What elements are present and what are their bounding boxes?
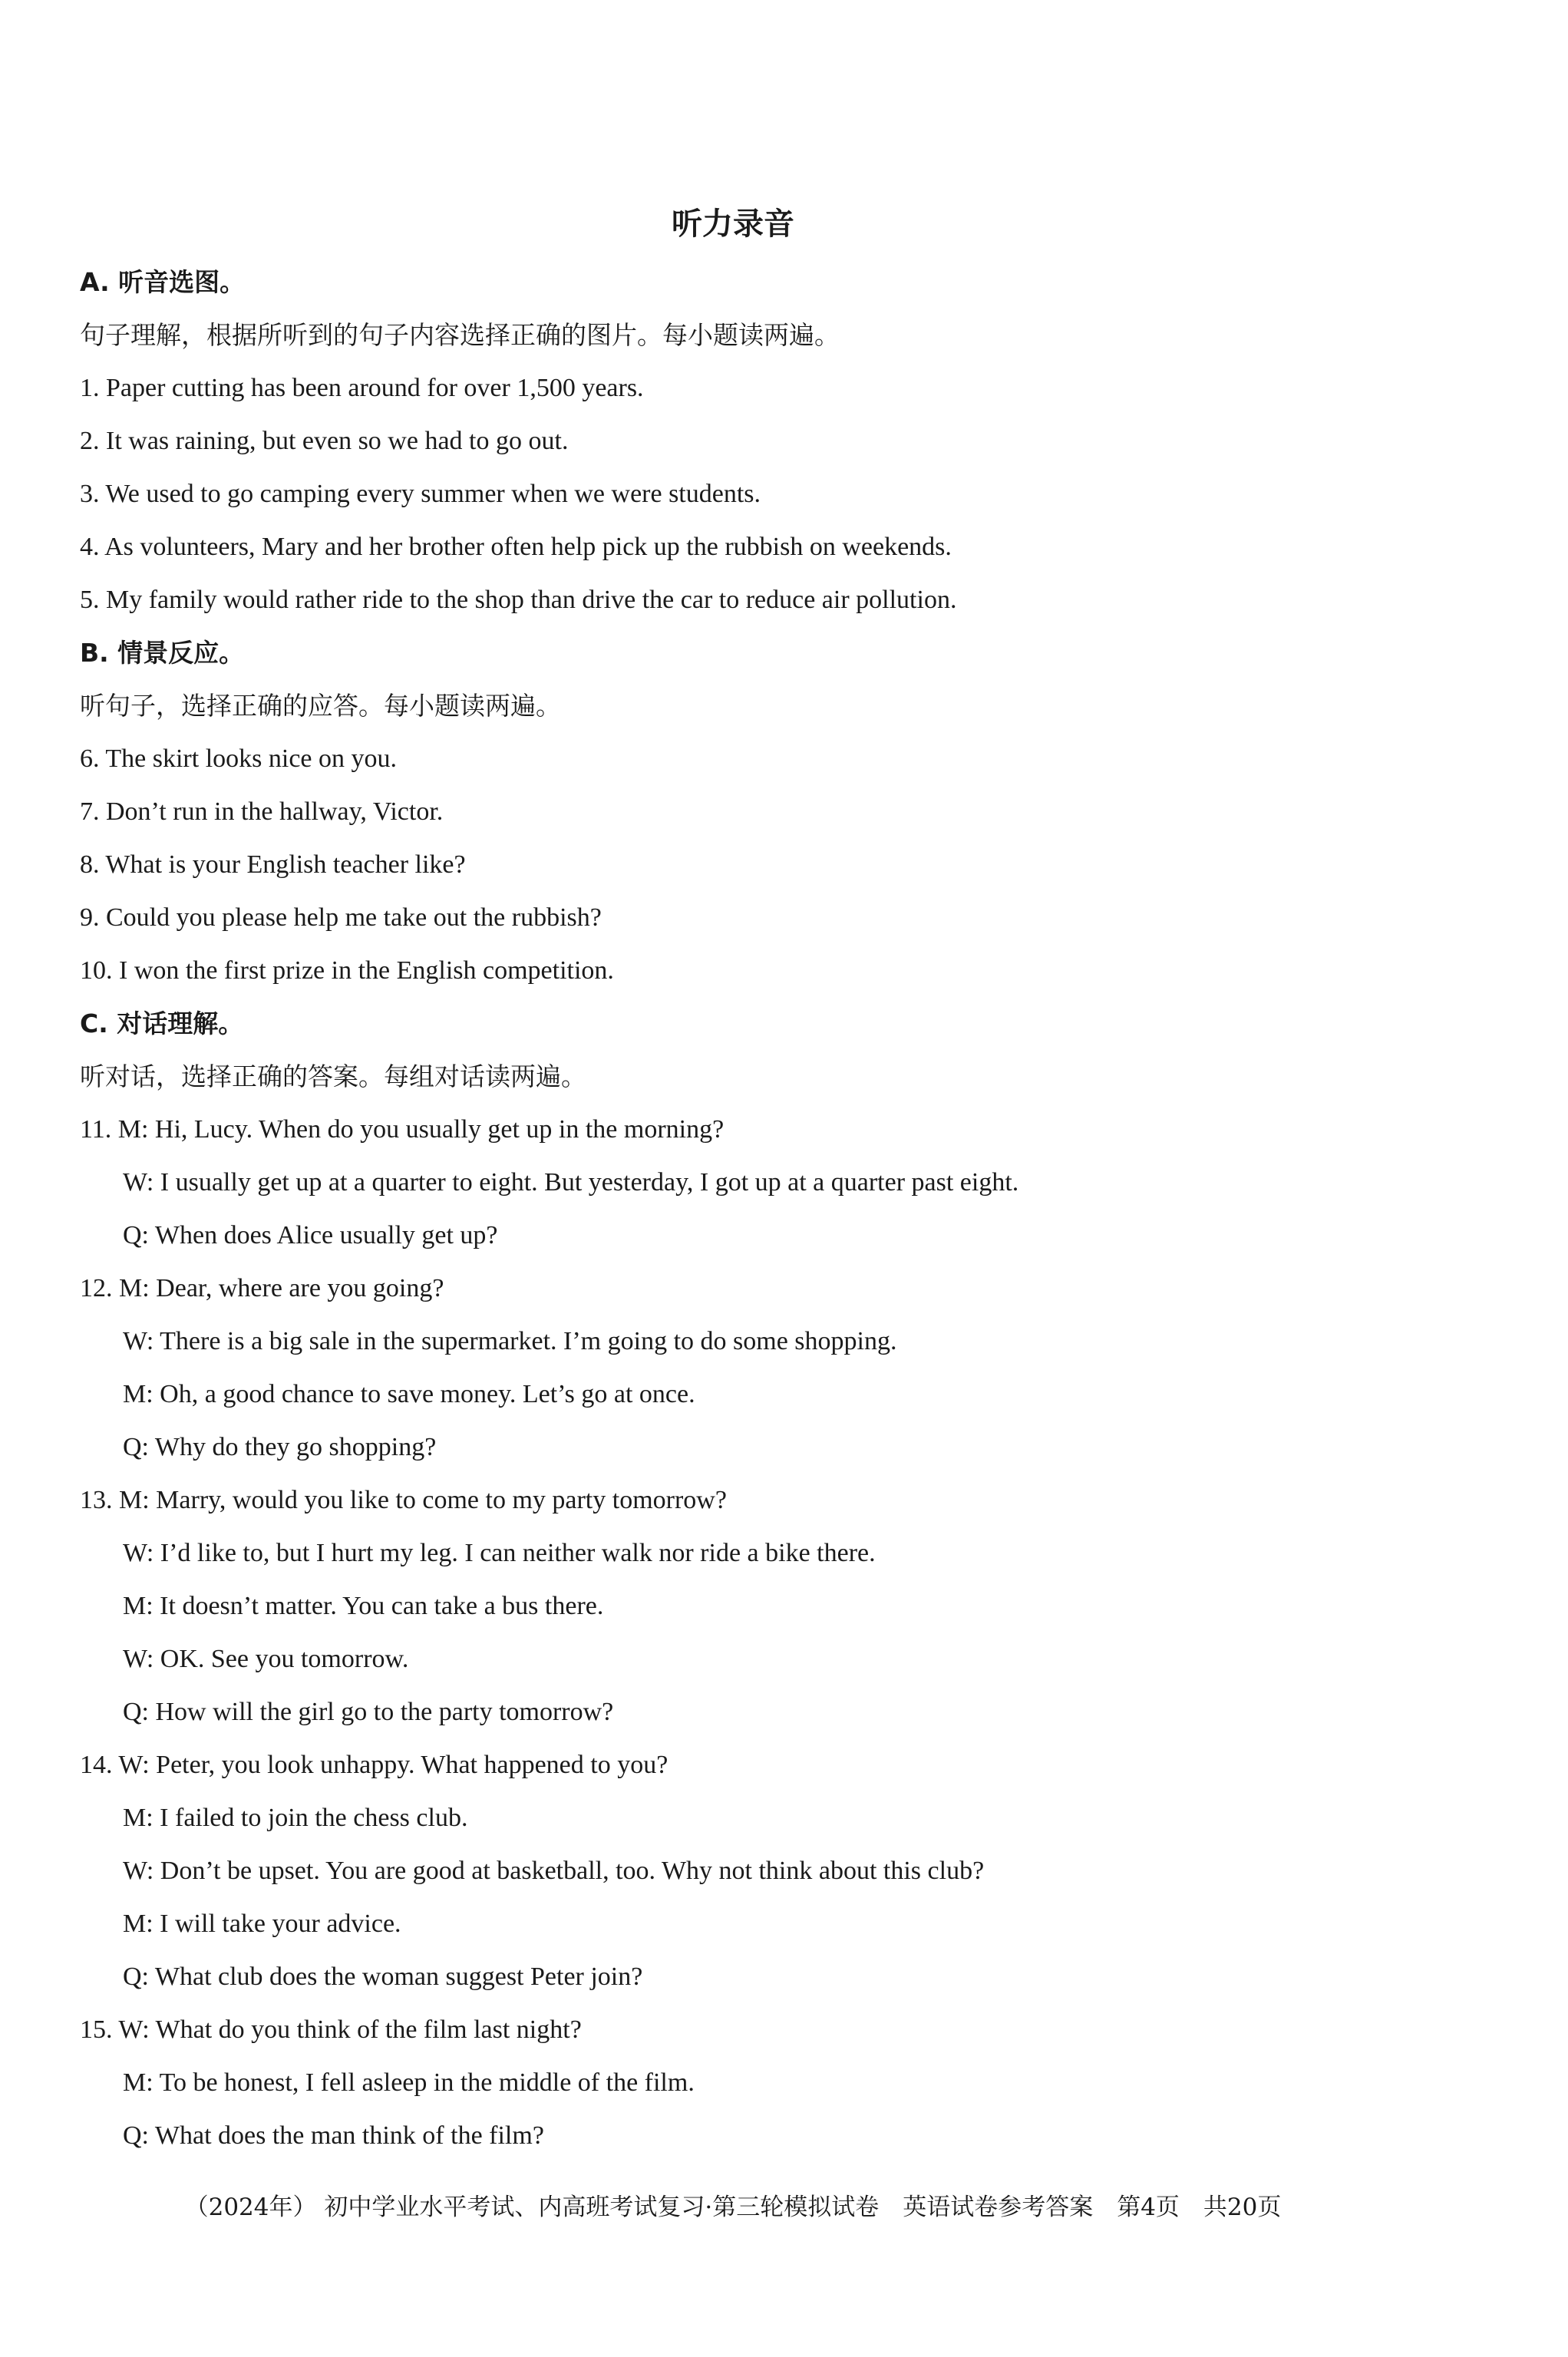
dialogue-line: M: I failed to join the chess club. bbox=[123, 1804, 468, 1832]
question-item: 3. We used to go camping every summer when we were students. bbox=[80, 480, 761, 508]
dialogue-line: M: It doesn’t matter. You can take a bus there. bbox=[123, 1592, 604, 1620]
dialogue-line: M: Oh, a good chance to save money. Let’s go at once. bbox=[123, 1380, 695, 1408]
page-footer: （2024年） 初中学业水平考试、内高班考试复习·第三轮模拟试卷 英语试卷参考答案 第4页 共20页 bbox=[184, 2194, 1282, 2221]
section-a-instruction: 句子理解，根据所听到的句子内容选择正确的图片。每小题读两遍。 bbox=[80, 320, 840, 350]
question-item: 7. Don’t run in the hallway, Victor. bbox=[80, 797, 444, 826]
question-item: 4. As volunteers, Mary and her brother often help pick up the rubbish on weekends. bbox=[80, 533, 952, 561]
dialogue-13 bbox=[80, 1474, 1461, 1738]
question-item: 1. Paper cutting has been around for over 1,500 years. bbox=[80, 374, 644, 402]
dialogue-question: Q: What does the man think of the film? bbox=[123, 2121, 544, 2150]
dialogue-line: 14. W: Peter, you look unhappy. What happened to you? bbox=[80, 1751, 668, 1779]
dialogue-line: M: I will take your advice. bbox=[123, 1910, 401, 1938]
dialogue-line: 11. M: Hi, Lucy. When do you usually get up in the morning? bbox=[80, 1115, 725, 1144]
dialogue-line: W: I’d like to, but I hurt my leg. I can neither walk nor ride a bike there. bbox=[123, 1539, 876, 1567]
section-b-instruction: 听句子，选择正确的应答。每小题读两遍。 bbox=[80, 691, 561, 721]
dialogue-15 bbox=[80, 2003, 1461, 2162]
dialogue-12 bbox=[80, 1262, 1461, 1474]
dialogue-11 bbox=[80, 1103, 1461, 1262]
dialogue-question: Q: Why do they go shopping? bbox=[123, 1433, 437, 1461]
dialogue-question: Q: When does Alice usually get up? bbox=[123, 1221, 498, 1249]
dialogue-line: W: OK. See you tomorrow. bbox=[123, 1645, 409, 1673]
section-a-heading: A. 听音选图。 bbox=[80, 267, 246, 297]
dialogue-question: Q: What club does the woman suggest Peter join? bbox=[123, 1963, 643, 1991]
dialogue-line: 15. W: What do you think of the film last night? bbox=[80, 2015, 582, 2044]
question-item: 8. What is your English teacher like? bbox=[80, 850, 466, 879]
section-c-instruction: 听对话，选择正确的答案。每组对话读两遍。 bbox=[80, 1061, 586, 1091]
dialogue-question: Q: How will the girl go to the party tomorrow? bbox=[123, 1698, 614, 1726]
question-item: 10. I won the first prize in the English competition. bbox=[80, 956, 614, 985]
question-item: 2. It was raining, but even so we had to go out. bbox=[80, 427, 569, 455]
section-b-heading: B. 情景反应。 bbox=[80, 638, 245, 668]
listening-script bbox=[80, 256, 1461, 2162]
dialogue-14 bbox=[80, 1738, 1461, 2003]
dialogue-line: W: I usually get up at a quarter to eight. But yesterday, I got up at a quarter past eight. bbox=[123, 1168, 1019, 1197]
dialogue-line: 13. M: Marry, would you like to come to my party tomorrow? bbox=[80, 1486, 727, 1514]
section-c-heading: C. 对话理解。 bbox=[80, 1008, 244, 1038]
dialogue-line: 12. M: Dear, where are you going? bbox=[80, 1274, 444, 1302]
question-item: 6. The skirt looks nice on you. bbox=[80, 744, 397, 773]
dialogue-line: W: There is a big sale in the supermarket. I’m going to do some shopping. bbox=[123, 1327, 897, 1355]
dialogue-line: M: To be honest, I fell asleep in the middle of the film. bbox=[123, 2068, 695, 2097]
dialogue-line: W: Don’t be upset. You are good at basketball, too. Why not think about this club? bbox=[123, 1857, 985, 1885]
question-item: 5. My family would rather ride to the shop than drive the car to reduce air pollution. bbox=[80, 586, 957, 614]
question-item: 9. Could you please help me take out the rubbish? bbox=[80, 903, 602, 932]
page-title: 听力录音 bbox=[672, 206, 794, 242]
